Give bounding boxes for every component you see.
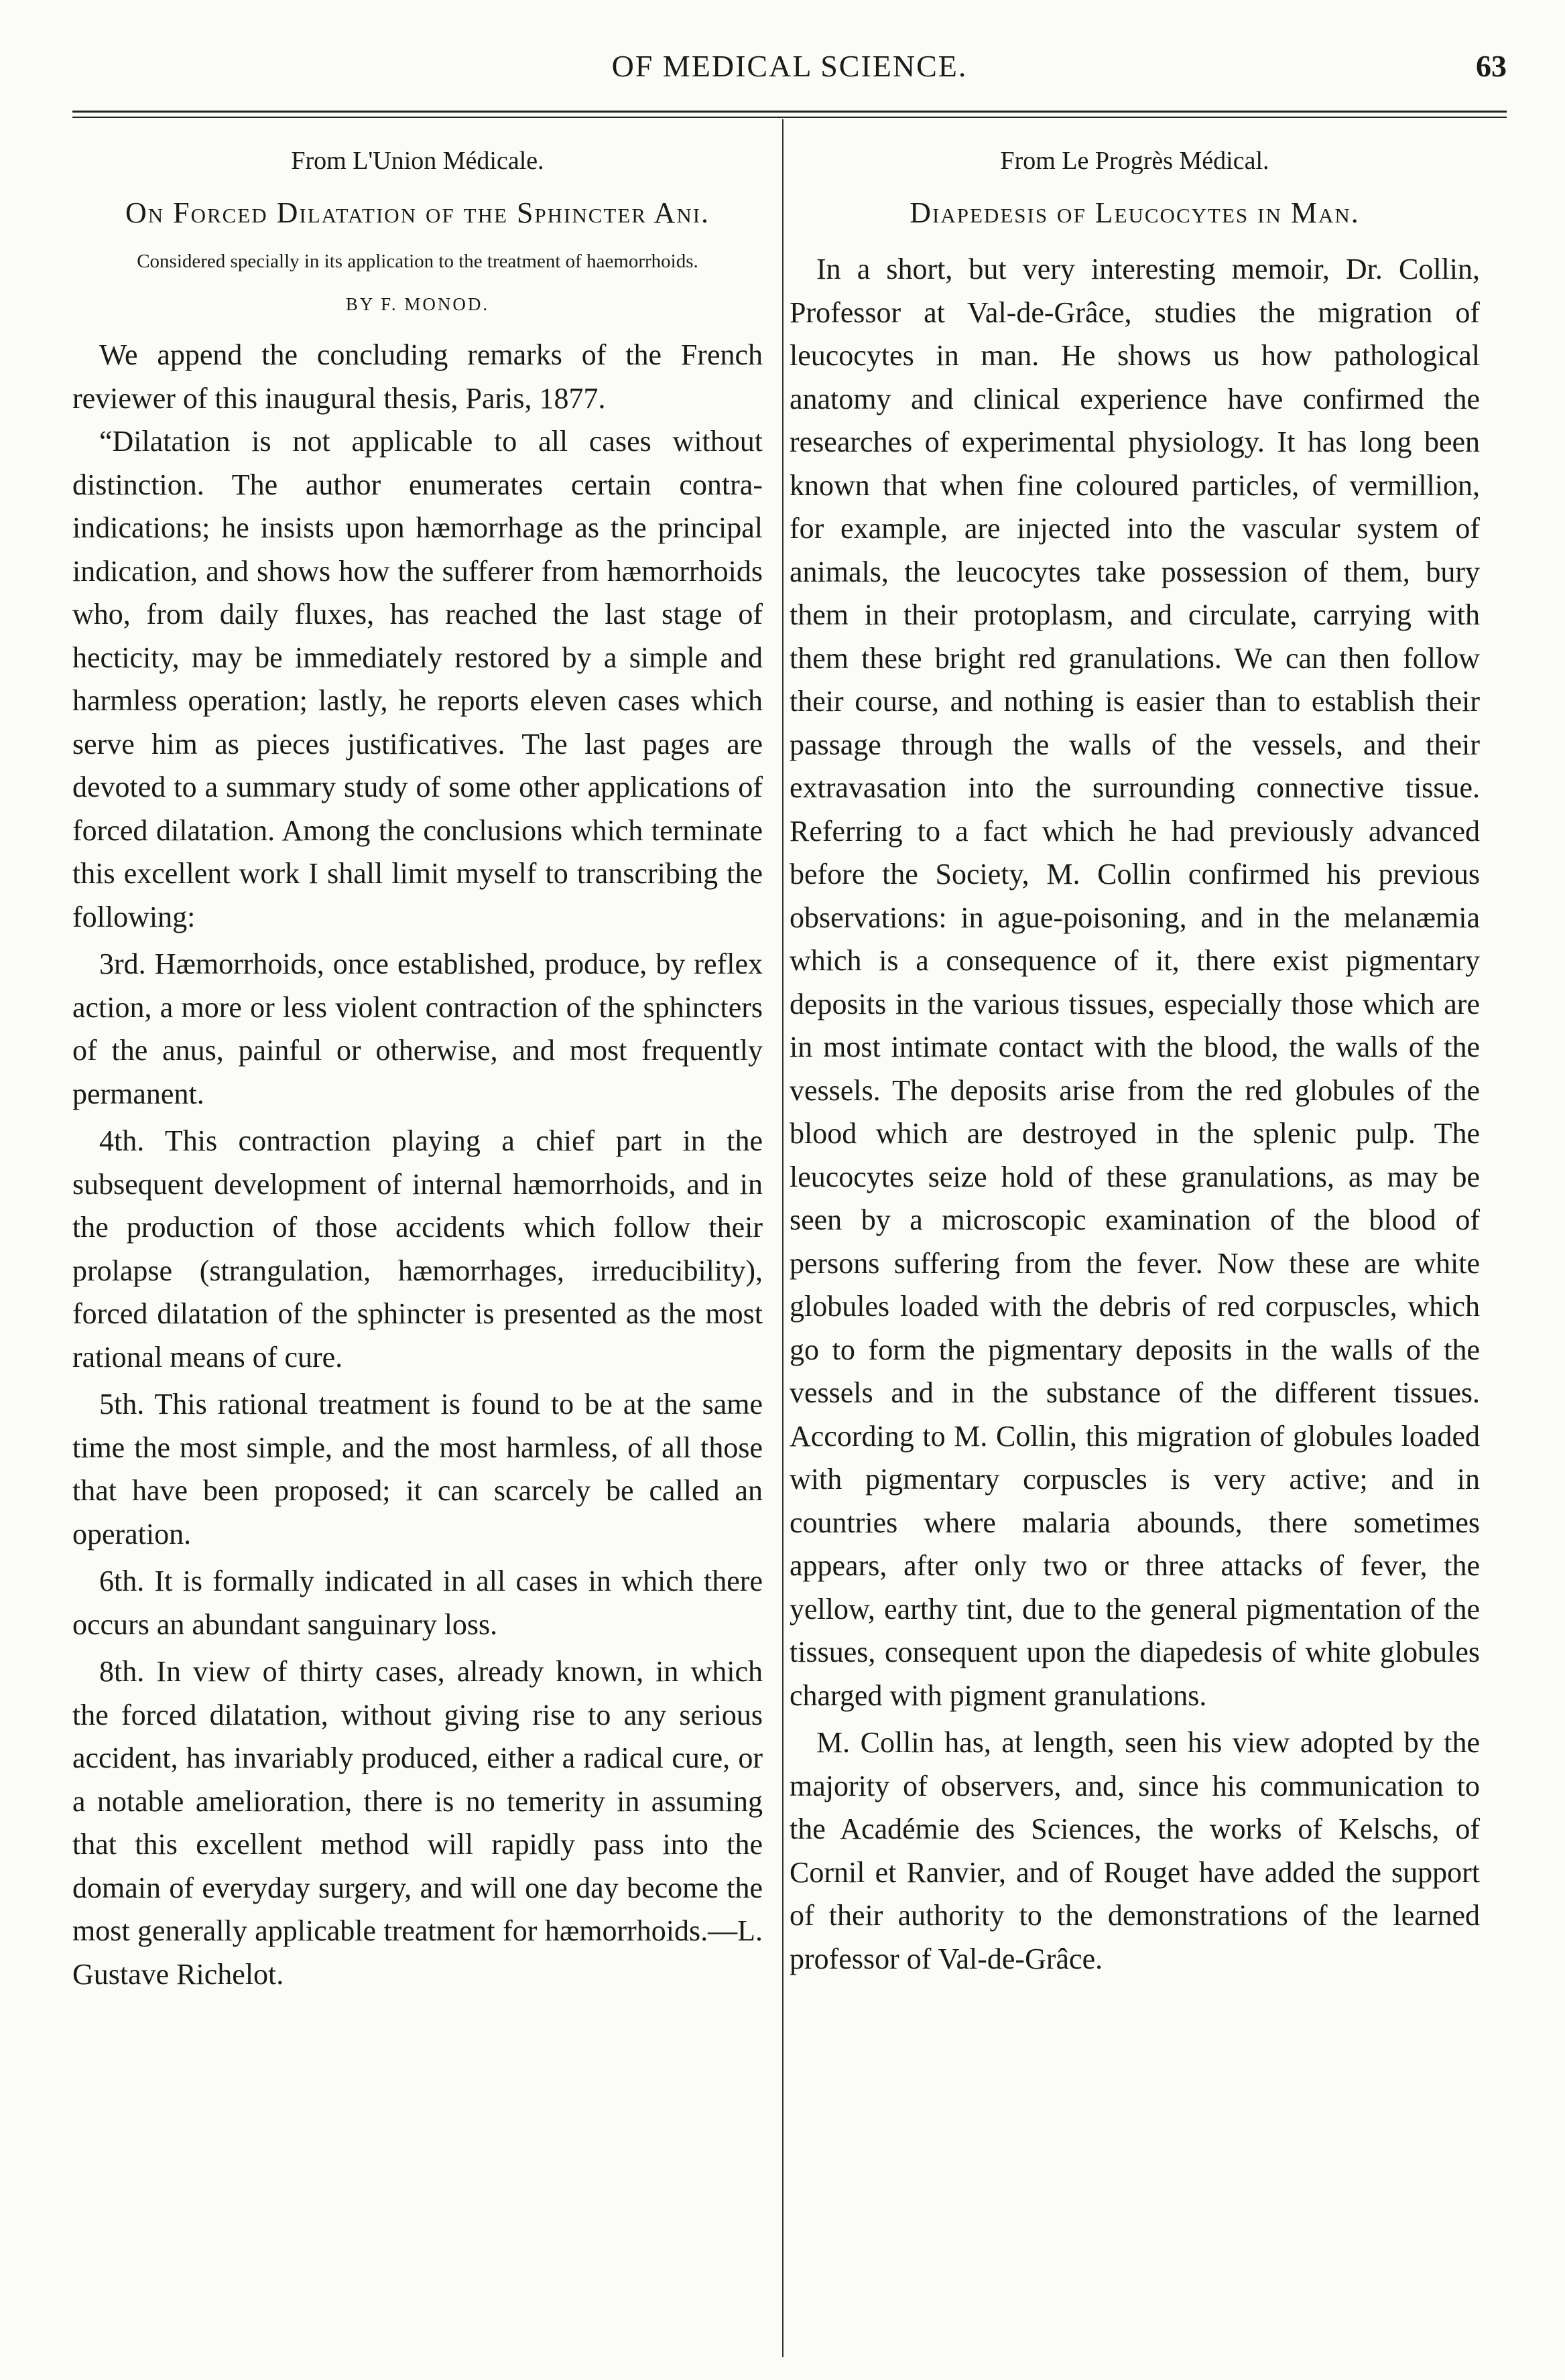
paragraph: We append the concluding remarks of the French reviewer of this inaugural thesis, Paris, 1877.: [72, 338, 763, 415]
source-line: From Le Progrès Médical.: [1000, 147, 1269, 175]
paragraph: 6th. It is formally indicated in all cases in which there occurs an abundant sanguinary loss.: [72, 1565, 763, 1641]
article-title: Diapedesis of Leucocytes in Man.: [910, 196, 1360, 229]
paragraph: 8th. In view of thirty cases, already known, in which the forced dilatation, without giving rise to any serious accident, has invariably produced, either a radical cure, or a notable amelioration, there is no temerity in assuming that this excellent method will rapidly pass into the domain of everyday surgery, and will one day become the most generally applicable treatment for hæmorrhoids.—L. Gustave Richelot.: [72, 1655, 763, 1991]
paragraph: 5th. This rational treatment is found to be at the same time the most simple, and the most harmless, of all those that have been proposed; it can scarcely be called an operation.: [72, 1388, 763, 1550]
left-column: [72, 142, 763, 1996]
paragraph: 3rd. Hæmorrhoids, once established, produce, by reflex action, a more or less violent contraction of the sphincters of the anus, painful or otherwise, and most frequently permanent.: [72, 947, 763, 1110]
byline: BY F. MONOD.: [345, 294, 490, 314]
column-divider: [782, 119, 784, 2357]
paragraph: In a short, but very interesting memoir, Dr. Collin, Professor at Val-de-Grâce, studies the migration of leucocytes in man. He shows us how pathological anatomy and clinical experience have confirmed the researches of experimental physiology. It has long been known that when fine coloured particles, of vermillion, for example, are injected into the vascular system of animals, the leucocytes take possession of them, bury them in their protoplasm, and circulate, carrying with them these bright red granulations. We can then follow their course, and nothing is easier than to establish their passage through the walls of the vessels, and their extravasation into the surrounding connective tissue. Referring to a fact which he had previously advanced before the Society, M. Collin confirmed his previous observations: in ague-poisoning, and in the melanæmia which is a consequence of it, there exist pigmentary deposits in the various tissues, especially those which are in most intimate contact with the blood, the walls of the vessels. The deposits arise from the red globules of the blood which are destroyed in the splenic pulp. The leucocytes seize hold of these granulations, as may be seen by a microscopic examination of the blood of persons suffering from the fever. Now these are white globules loaded with the debris of red corpuscles, which go to form the pigmentary deposits in the walls of the vessels and in the substance of the different tissues. According to M. Collin, this migration of globules loaded with pigmentary corpuscles is very active; and in countries where malaria abounds, there sometimes appears, after only two or three attacks of fever, the yellow, earthy tint, due to the general pigmentation of the tissues, consequent upon the diapedesis of white globules charged with pigment granulations.: [790, 253, 1480, 1712]
header-rule-lower: [72, 117, 1507, 118]
source-line: From L'Union Médicale.: [291, 147, 544, 175]
paragraph: 4th. This contraction playing a chief part in the subsequent development of internal hæmorrhoids, and in the production of those accidents which follow their prolapse (strangulation, hæmorrhages, irreducibility), forced dilatation of the sphincter is presented as the most rational means of cure.: [72, 1124, 763, 1374]
paragraph: “Dilatation is not applicable to all cases without distinction. The author enumerates certain contra-indications; he insists upon hæmorrhage as the principal indication, and shows how the sufferer from hæmorrhoids who, from daily fluxes, has reached the last stage of hecticity, may be immediately restored by a simple and harmless operation; lastly, he reports eleven cases which serve him as pieces justificatives. The last pages are devoted to a summary study of some other applications of forced dilatation. Among the conclusions which terminate this excellent work I shall limit myself to transcribing the following:: [72, 425, 763, 933]
running-header: [72, 48, 1507, 95]
right-column: [790, 142, 1480, 1981]
article-subtitle: Considered specially in its application to the treatment of haemorrhoids.: [137, 251, 698, 272]
article-title: On Forced Dilatation of the Sphincter Ani.: [125, 196, 710, 229]
running-title: OF MEDICAL SCIENCE.: [611, 49, 968, 83]
paragraph: M. Collin has, at length, seen his view adopted by the majority of observers, and, since his communication to the Académie des Sciences, the works of Kelschs, of Cornil et Ranvier, and of Rouget have added the support of their authority to the demonstrations of the learned professor of Val-de-Grâce.: [790, 1726, 1480, 1975]
header-rule: [72, 111, 1507, 113]
page-number: 63: [1476, 49, 1507, 83]
